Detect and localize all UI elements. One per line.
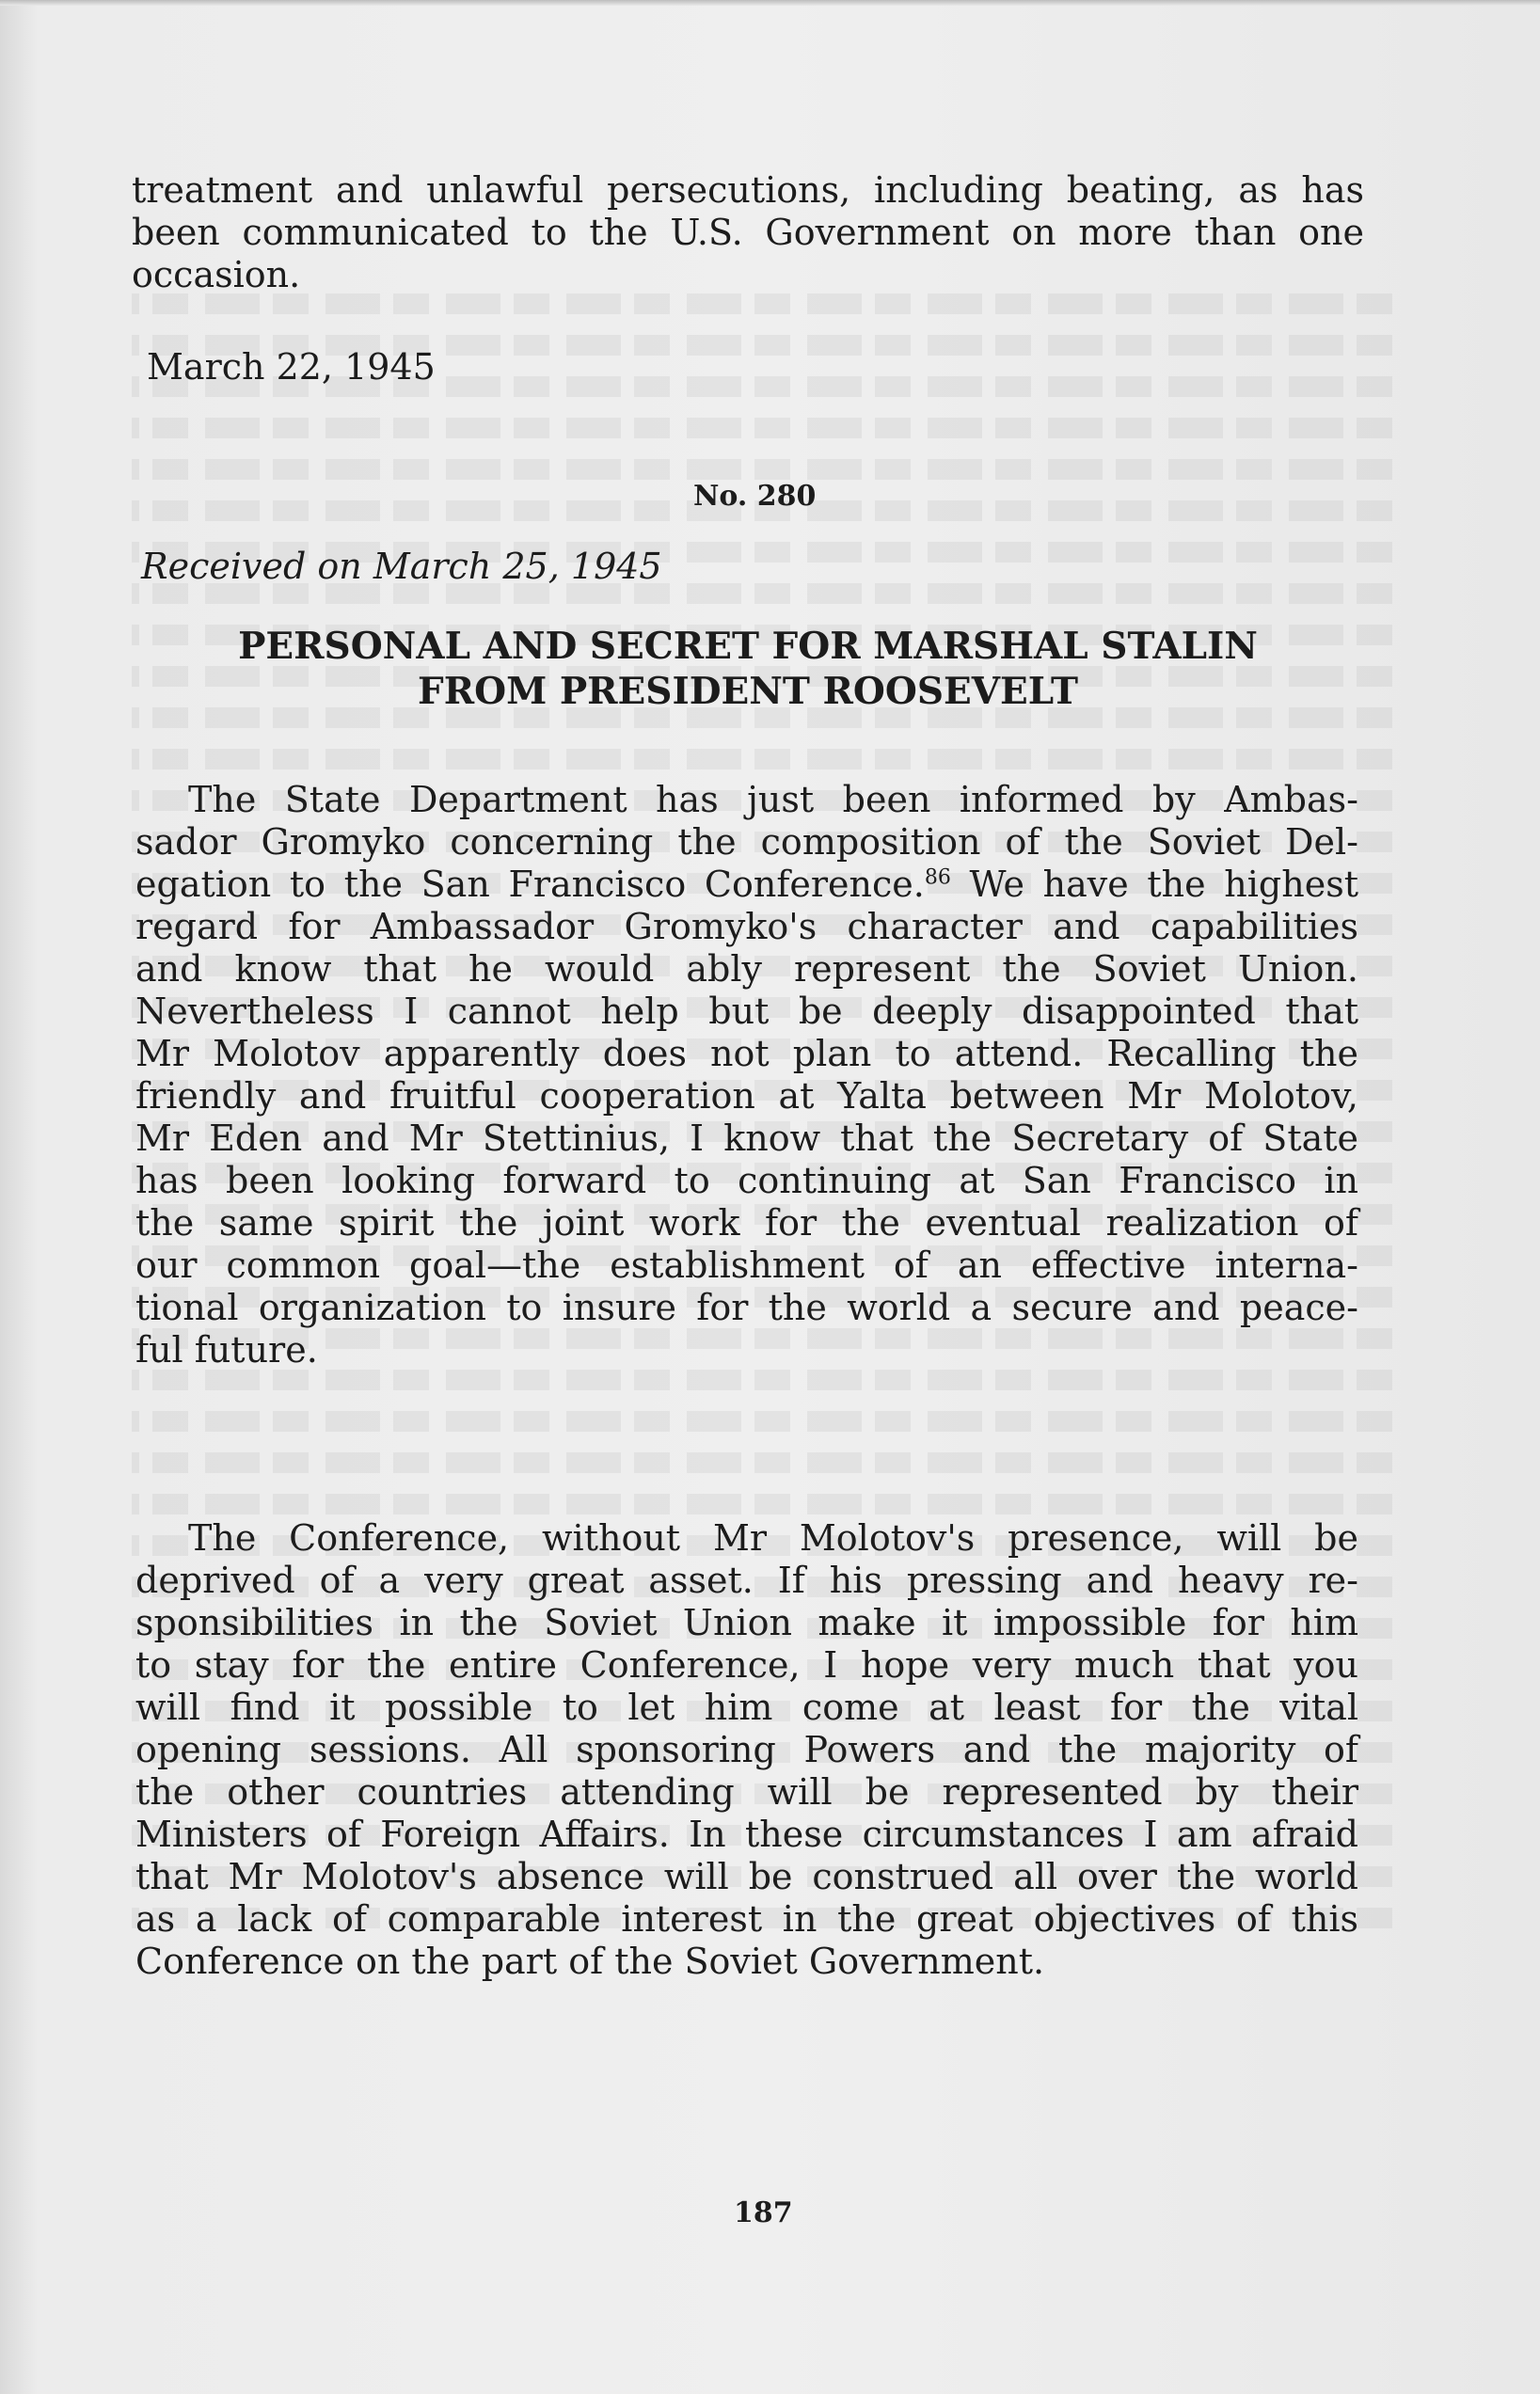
text-line: will find it possible to let him come at least for the vital (135, 1687, 1358, 1728)
text-line: Mr Molotov apparently does not plan to attend. Recalling the (135, 1033, 1358, 1074)
text-line: Nevertheless I cannot help but be deeply disappointed that (135, 991, 1358, 1032)
body-paragraph-1 (135, 779, 1358, 1371)
text-line: friendly and fruitful cooperation at Yalta between Mr Molotov, (135, 1075, 1358, 1117)
text-line: to stay for the entire Conference, I hope very much that you (135, 1644, 1358, 1686)
message-heading (132, 624, 1364, 714)
text-line: Ministers of Foreign Affairs. In these circumstances I am afraid (135, 1814, 1358, 1855)
page-top-edge (0, 0, 1540, 6)
text-line: that Mr Molotov's absence will be construed all over the world (135, 1856, 1358, 1897)
text-line: occasion. (132, 254, 301, 295)
text-line-with-footnote (135, 864, 1358, 906)
text-line: Mr Eden and Mr Stettinius, I know that the Secretary of State (135, 1118, 1358, 1159)
letter-date: March 22, 1945 (147, 346, 436, 388)
text-line: The Conference, without Mr Molotov's presence, will be (188, 1517, 1358, 1559)
text-line: and know that he would ably represent the Soviet Union. (135, 948, 1358, 990)
text-line: ful future. (135, 1329, 318, 1371)
text-line: our common goal—the establishment of an effective interna- (135, 1245, 1358, 1286)
heading-line: FROM PRESIDENT ROOSEVELT (418, 670, 1078, 713)
text-line: as a lack of comparable interest in the great objectives of this (135, 1898, 1358, 1940)
text-line: Conference on the part of the Soviet Government. (135, 1941, 1045, 1982)
text-line: deprived of a very great asset. If his pressing and heavy re- (135, 1560, 1358, 1601)
text-fragment: We have the highest (950, 864, 1358, 905)
page-number: 187 (734, 2196, 793, 2229)
text-line: been communicated to the U.S. Government on more than one (132, 212, 1364, 253)
text-line: regard for Ambassador Gromyko's character and capabilities (135, 906, 1358, 947)
text-line: sponsibilities in the Soviet Union make it impossible for him (135, 1602, 1358, 1643)
text-line: The State Department has just been informed by Ambas- (188, 779, 1358, 820)
text-line: treatment and unlawful persecutions, including beating, as has (132, 169, 1364, 211)
text-line: the other countries attending will be represented by their (135, 1771, 1358, 1813)
body-paragraph-2 (135, 1517, 1358, 1983)
text-line: tional organization to insure for the world a secure and peace- (135, 1287, 1358, 1328)
heading-line: PERSONAL AND SECRET FOR MARSHAL STALIN (238, 625, 1258, 668)
footnote-reference: 86 (924, 865, 951, 890)
intro-paragraph (132, 169, 1364, 296)
text-line: has been looking forward to continuing at San Francisco in (135, 1160, 1358, 1201)
received-date: Received on March 25, 1945 (141, 546, 662, 587)
text-line: opening sessions. All sponsoring Powers and the majority of (135, 1729, 1358, 1770)
document-number: No. 280 (693, 480, 817, 513)
text-line: the same spirit the joint work for the eventual realization of (135, 1202, 1358, 1244)
text-line: sador Gromyko concerning the composition of the Soviet Del- (135, 821, 1358, 863)
text-fragment: egation to the San Francisco Conference. (135, 864, 925, 905)
